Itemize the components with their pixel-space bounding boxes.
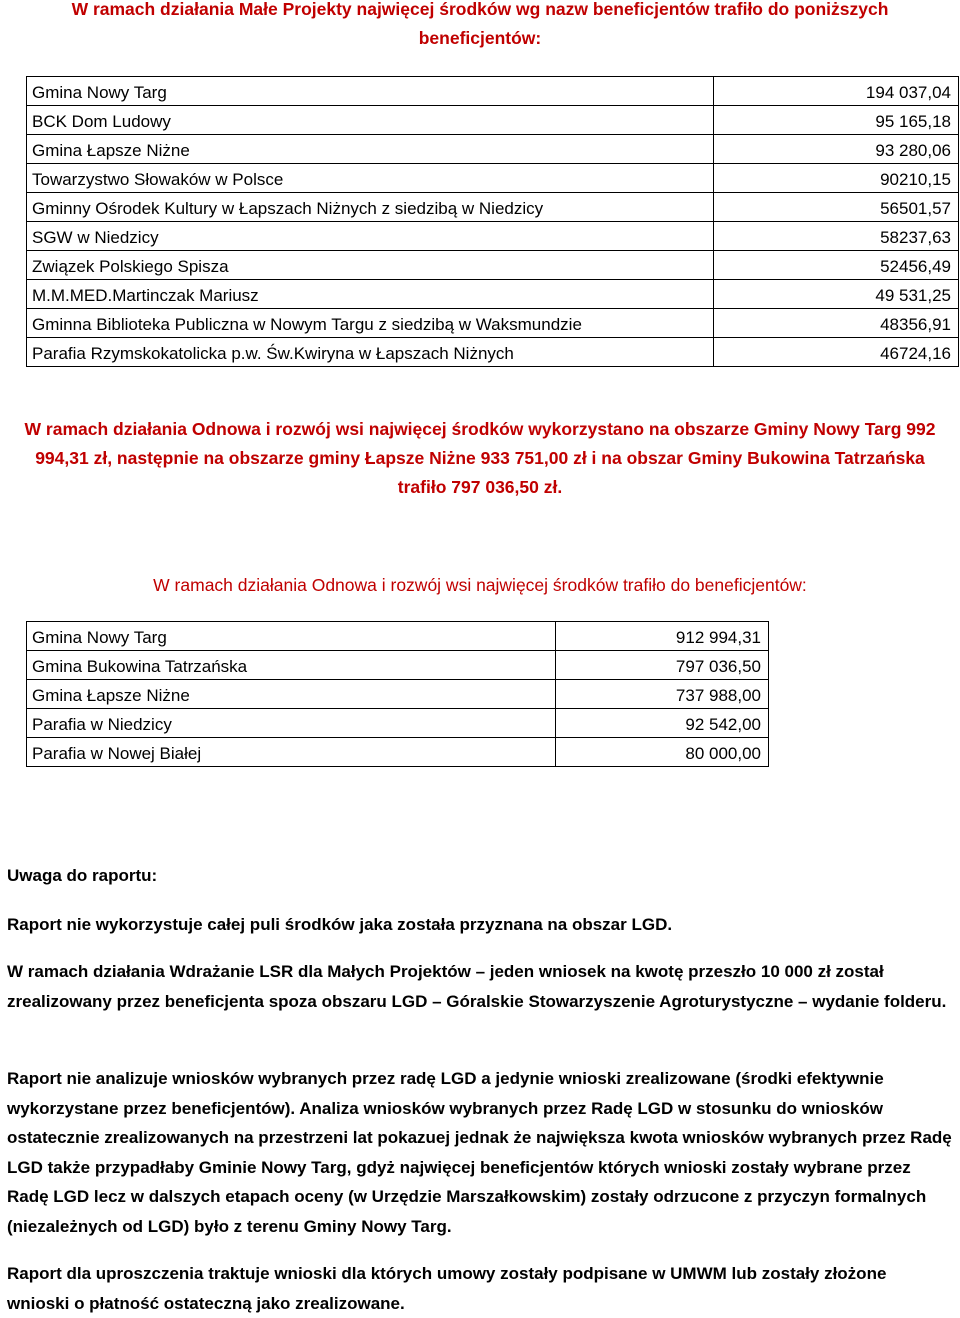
note-paragraph-3: Raport nie analizuje wniosków wybranych przez radę LGD a jedynie wnioski zrealizowane (środki efektywnie wykorzystane przez beneficjentów). Analiza wniosków wybranych przez Radę LGD w stosunku do wniosków ostatecznie zrealizowanych na przestrzeni lat pokazuej jednak że największa kwota wniosków wybranych przez Radę LGD także przypadłaby Gminie Nowy Targ, gdyż najwięcej beneficjentów których wnioski zostały wybrane przez Radę LGD lecz w dalszych etapach oceny (w Urzędzie Marszałkowskim) zostały odrzucone z przyczyn formalnych (niezależnych od LGD) było z terenu Gminy Nowy Targ. <box>7 1069 952 1236</box>
amount: 194 037,04 <box>714 77 959 106</box>
amount: 797 036,50 <box>556 651 769 680</box>
beneficiary-name: BCK Dom Ludowy <box>27 106 714 135</box>
note-paragraph-2: W ramach działania Wdrażanie LSR dla Małych Projektów – jeden wniosek na kwotę przeszło 10 000 zł został zrealizowany przez beneficjenta spoza obszaru LGD – Góralskie Stowarzyszenie Agroturystyczne – wydanie folderu. <box>7 962 947 1011</box>
amount: 90210,15 <box>714 164 959 193</box>
amount: 92 542,00 <box>556 709 769 738</box>
notes-title: Uwaga do raportu: <box>7 866 158 885</box>
section1-heading: W ramach działania Małe Projekty najwięcej środków wg nazw beneficjentów trafiło do poniższych beneficjentów: <box>71 0 889 48</box>
beneficiary-name: Gminny Ośrodek Kultury w Łapszach Niżnych z siedzibą w Niedzicy <box>27 193 714 222</box>
table-row <box>27 338 959 367</box>
table-row <box>27 135 959 164</box>
table-row <box>27 651 769 680</box>
beneficiary-name: Gmina Łapsze Niżne <box>27 680 556 709</box>
table-row <box>27 251 959 280</box>
beneficiary-name: Gmina Nowy Targ <box>27 622 556 651</box>
amount: 46724,16 <box>714 338 959 367</box>
table-row <box>27 77 959 106</box>
amount: 56501,57 <box>714 193 959 222</box>
beneficiary-name: Parafia Rzymskokatolicka p.w. Św.Kwiryna w Łapszach Niżnych <box>27 338 714 367</box>
beneficiary-name: M.M.MED.Martinczak Mariusz <box>27 280 714 309</box>
beneficiary-name: Parafia w Niedzicy <box>27 709 556 738</box>
table-row <box>27 106 959 135</box>
amount: 912 994,31 <box>556 622 769 651</box>
section3-heading: W ramach działania Odnowa i rozwój wsi najwięcej środków trafiło do beneficjentów: <box>153 575 807 595</box>
amount: 93 280,06 <box>714 135 959 164</box>
beneficiary-name: Związek Polskiego Spisza <box>27 251 714 280</box>
table-row <box>27 222 959 251</box>
note-paragraph-4: Raport dla uproszczenia traktuje wnioski dla których umowy zostały podpisane w UMWM lub zostały złożone wnioski o płatność ostateczną jako zrealizowane. <box>7 1264 887 1313</box>
amount: 52456,49 <box>714 251 959 280</box>
amount: 737 988,00 <box>556 680 769 709</box>
amount: 58237,63 <box>714 222 959 251</box>
note-paragraph-1: Raport nie wykorzystuje całej puli środków jaka została przyznana na obszar LGD. <box>7 915 673 934</box>
rural-renewal-table <box>26 621 769 767</box>
beneficiary-name: Parafia w Nowej Białej <box>27 738 556 767</box>
small-projects-table <box>26 76 959 367</box>
table-row <box>27 164 959 193</box>
beneficiary-name: Towarzystwo Słowaków w Polsce <box>27 164 714 193</box>
table-row <box>27 622 769 651</box>
amount: 49 531,25 <box>714 280 959 309</box>
table-row <box>27 738 769 767</box>
beneficiary-name: Gmina Bukowina Tatrzańska <box>27 651 556 680</box>
table-row <box>27 709 769 738</box>
section2-heading: W ramach działania Odnowa i rozwój wsi najwięcej środków wykorzystano na obszarze Gminy Nowy Targ 992 994,31 zł, następnie na obszarze gminy Łapsze Niżne 933 751,00 zł i na obszar Gminy Bukowina Tatrzańska trafiło 797 036,50 zł. <box>24 419 936 497</box>
amount: 95 165,18 <box>714 106 959 135</box>
beneficiary-name: Gminna Biblioteka Publiczna w Nowym Targu z siedzibą w Waksmundzie <box>27 309 714 338</box>
amount: 80 000,00 <box>556 738 769 767</box>
table-row <box>27 280 959 309</box>
table-row <box>27 309 959 338</box>
amount: 48356,91 <box>714 309 959 338</box>
beneficiary-name: Gmina Łapsze Niżne <box>27 135 714 164</box>
table-row <box>27 680 769 709</box>
beneficiary-name: SGW w Niedzicy <box>27 222 714 251</box>
table-row <box>27 193 959 222</box>
beneficiary-name: Gmina Nowy Targ <box>27 77 714 106</box>
